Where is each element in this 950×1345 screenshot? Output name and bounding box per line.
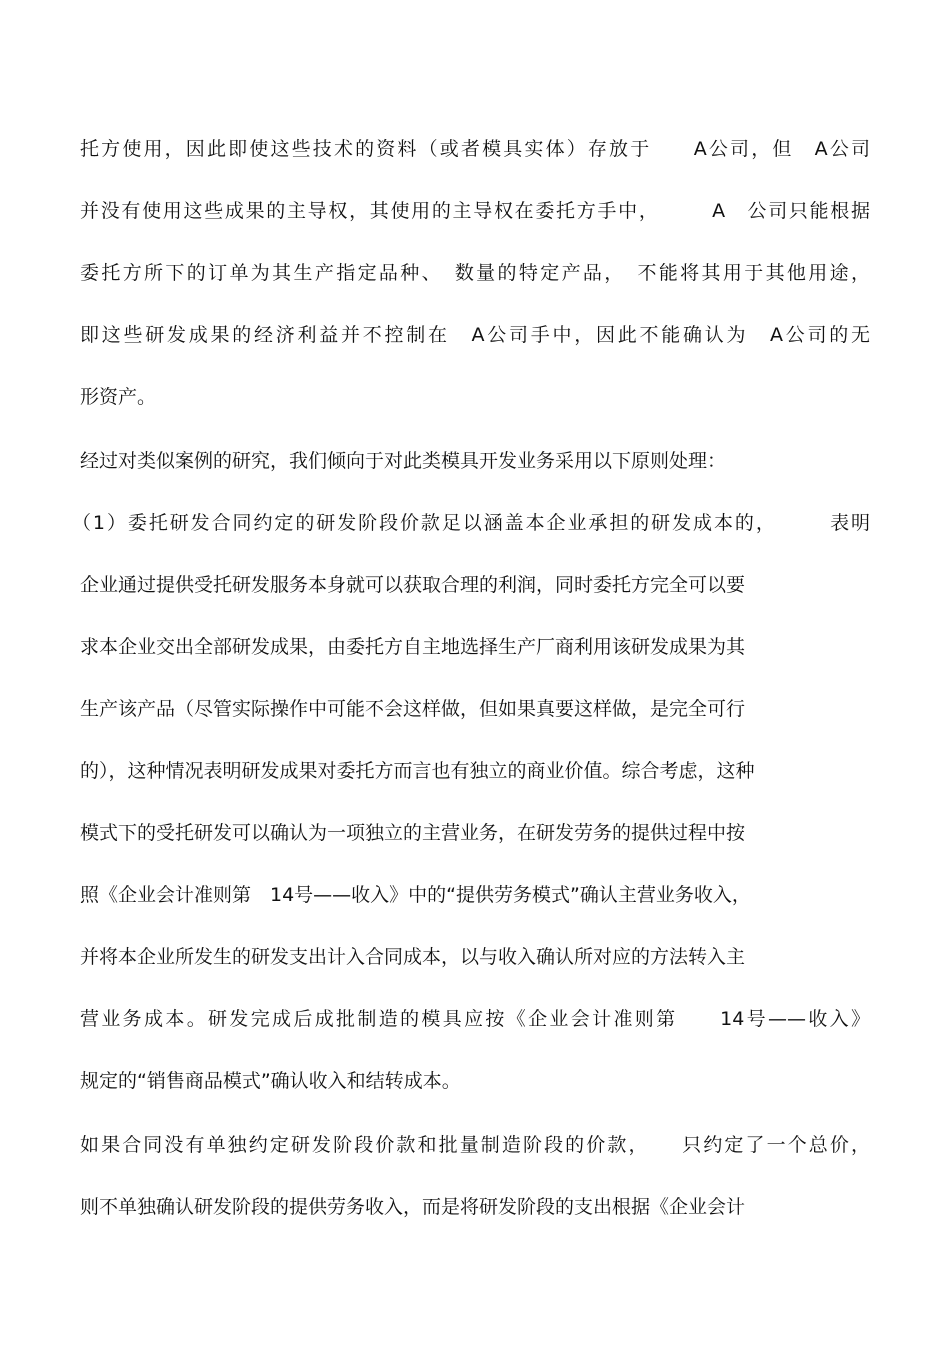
- text-line: 规定的“销售商品模式”确认收入和结转成本。: [80, 1070, 461, 1092]
- text-line: 经过对类似案例的研究，我们倾向于对此类模具开发业务采用以下原则处理：: [80, 450, 727, 472]
- text-line: 委托方所下的订单为其生产指定品种、 数量的特定产品， 不能将其用于其他用途，: [80, 262, 870, 284]
- text-line: 营业务成本。研发完成后成批制造的模具应按《企业会计准则第 14号——收入》: [80, 1008, 870, 1030]
- text-line: 托方使用，因此即使这些技术的资料（或者模具实体）存放于 A公司，但 A公司: [80, 138, 870, 160]
- text-line: 模式下的受托研发可以确认为一项独立的主营业务，在研发劳务的提供过程中按: [80, 822, 746, 844]
- text-line: 并没有使用这些成果的主导权，其使用的主导权在委托方手中， A 公司只能根据: [80, 200, 870, 222]
- text-line: （1）委托研发合同约定的研发阶段价款足以涵盖本企业承担的研发成本的， 表明: [72, 512, 870, 534]
- text-line: 并将本企业所发生的研发支出计入合同成本，以与收入确认所对应的方法转入主: [80, 946, 746, 968]
- text-line: 的），这种情况表明研发成果对委托方而言也有独立的商业价值。综合考虑，这种: [80, 760, 755, 782]
- text-line: 企业通过提供受托研发服务本身就可以获取合理的利润，同时委托方完全可以要: [80, 574, 746, 596]
- text-line: 如果合同没有单独约定研发阶段价款和批量制造阶段的价款， 只约定了一个总价，: [80, 1134, 870, 1156]
- text-line: 形资产。: [80, 386, 157, 408]
- text-line: 照《企业会计准则第 14号——收入》中的“提供劳务模式”确认主营业务收入，: [80, 884, 751, 906]
- text-line: 则不单独确认研发阶段的提供劳务收入，而是将研发阶段的支出根据《企业会计: [80, 1196, 746, 1218]
- text-line: 求本企业交出全部研发成果，由委托方自主地选择生产厂商利用该研发成果为其: [80, 636, 746, 658]
- text-line: 即这些研发成果的经济利益并不控制在 A公司手中，因此不能确认为 A公司的无: [80, 324, 870, 346]
- text-line: 生产该产品（尽管实际操作中可能不会这样做，但如果真要这样做，是完全可行: [80, 698, 746, 720]
